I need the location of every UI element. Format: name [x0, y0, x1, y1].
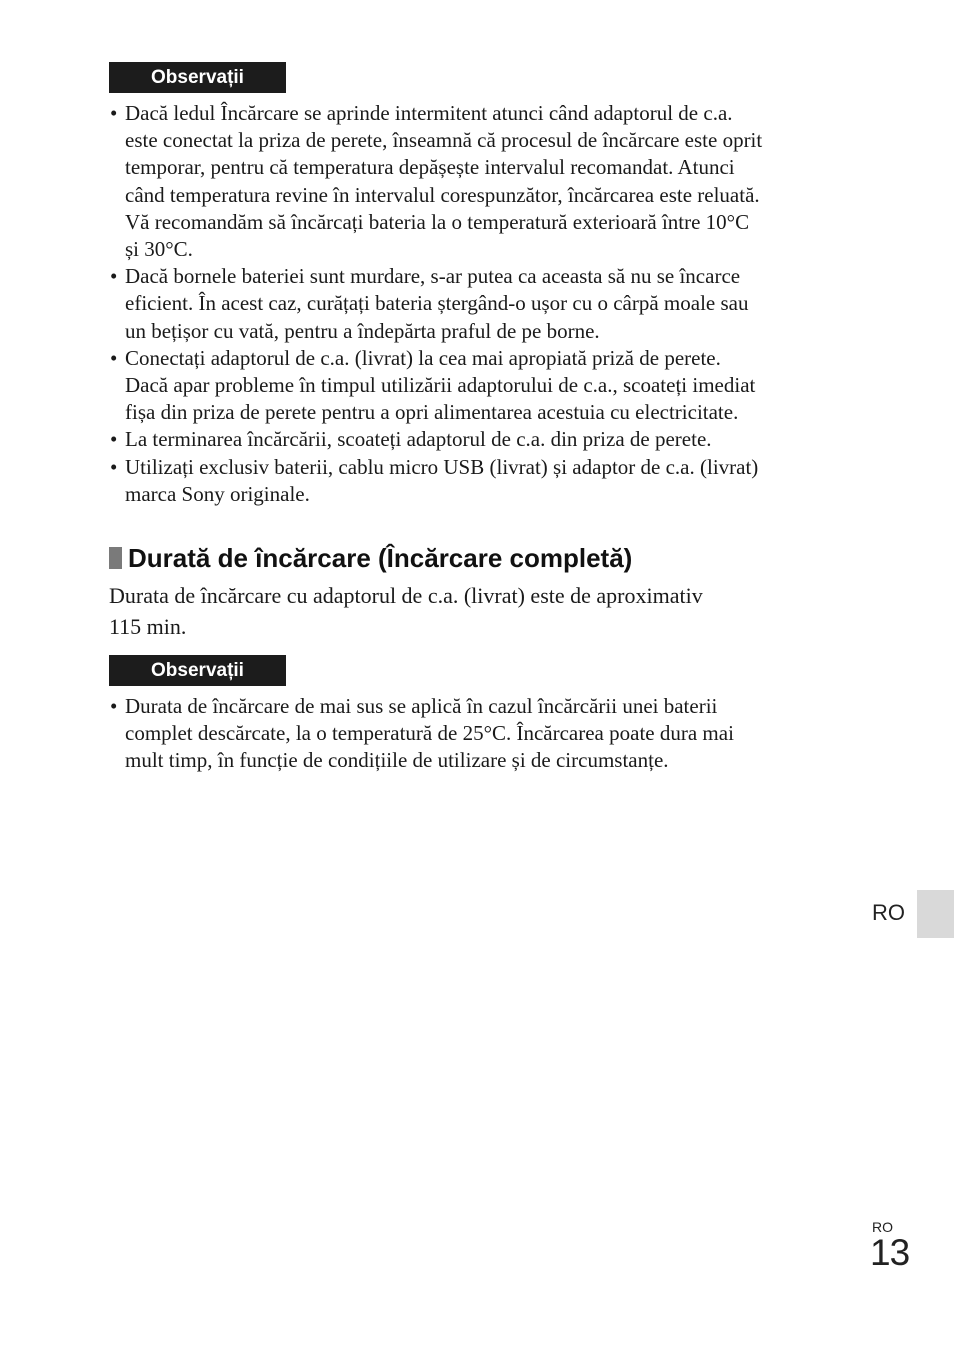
list-item: • La terminarea încărcării, scoateți adaptorul de c.a. din priza de perete. [108, 426, 868, 453]
list-item: • Durata de încărcare de mai sus se aplică în cazul încărcării unei baterii complet descărcate, la o temperatură de 25°C. Încărcarea poate dura mai mult timp, în funcție de condițiile de utilizare și de circumstanțe. [108, 693, 868, 775]
section-body: Durata de încărcare cu adaptorul de c.a. (livrat) este de aproximativ 115 min. [109, 583, 703, 639]
list-item: • Utilizați exclusiv baterii, cablu micro USB (livrat) și adaptor de c.a. (livrat) marca Sony originale. [108, 454, 868, 508]
page-number: 13 [870, 1232, 910, 1273]
section-heading-text: Durată de încărcare (Încărcare completă) [128, 542, 633, 573]
language-tab-label: RO [872, 900, 905, 925]
notes-label: Observații [109, 62, 286, 93]
list-item: • Conectați adaptorul de c.a. (livrat) la cea mai apropiată priză de perete. Dacă apar probleme în timpul utilizării adaptorului de c.a., scoateți imediat fișa din priza de perete pentru a opri alimentarea acestuia cu electricitate. [108, 345, 868, 427]
footer-language: RO [872, 1219, 893, 1235]
notes-list [108, 100, 868, 508]
language-tab [917, 890, 954, 938]
list-item: • Dacă bornele bateriei sunt murdare, s-ar putea ca aceasta să nu se încarce eficient. În acest caz, curățați bateria ștergând-o ușor cu o cârpă moale sau un bețișor cu vată, pentru a îndepărta praful de pe borne. [108, 263, 868, 345]
list-item: • Dacă ledul Încărcare se aprinde intermitent atunci când adaptorul de c.a. este conectat la priza de perete, înseamnă că procesul de încărcare este oprit temporar, pentru că temperatura depășește intervalul recomandat. Atunci când temperatura revine în intervalul corespunzător, încărcarea este reluată. Vă recomandăm să încărcați bateria la o temperatură exterioară între 10°C și 30°C. [108, 100, 868, 263]
section-heading [109, 541, 632, 575]
notes-list [108, 693, 868, 775]
heading-marker-icon [109, 547, 122, 569]
notes-label: Observații [109, 655, 286, 686]
